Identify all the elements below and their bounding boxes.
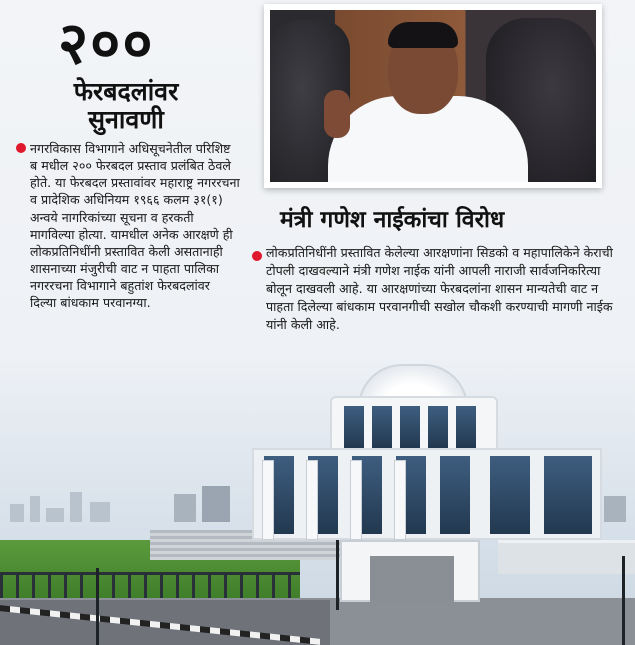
skyline-building <box>46 508 64 522</box>
annex-building <box>498 540 635 574</box>
building-main <box>252 448 602 540</box>
man-hair <box>388 22 458 48</box>
street-lamp <box>96 568 99 645</box>
building-pillar <box>394 460 406 540</box>
skyline-building <box>70 492 82 522</box>
building-window <box>344 406 364 448</box>
man-hand <box>324 90 350 138</box>
building-window <box>372 406 392 448</box>
building-window <box>544 456 592 534</box>
right-headline: मंत्री गणेश नाईकांचा विरोध <box>280 207 505 233</box>
building-upper-floor <box>330 396 498 452</box>
entrance-gate <box>340 540 480 602</box>
building-window <box>456 406 476 448</box>
bullet-dot <box>252 251 262 261</box>
building-pillar <box>306 460 318 540</box>
building-window <box>440 456 470 534</box>
big-number: २०० <box>58 9 155 77</box>
skyline-building <box>30 496 40 522</box>
photo-scene <box>270 10 596 182</box>
skyline-building <box>90 502 110 522</box>
skyline-building <box>604 496 626 522</box>
building-pillar <box>350 460 362 540</box>
skyline-building <box>10 504 24 522</box>
building-window <box>490 456 530 534</box>
building-pillar <box>262 460 274 540</box>
right-paragraph: लोकप्रतिनिधींनी प्रस्तावित केलेल्या आरक्षणांना सिडको व महापालिकेने केराची टोपली दाखवल्याने मंत्री गणेश नाईक यांनी आपली नाराजी सार्वजनिकरित्या बोलून दाखवली आहे. या आरक्षणांच्या फेरबदलांना शासन मान्यतेची वाट न पाहता दिलेल्या बांधकाम परवानगीची सखोल चौकशी करण्याची मागणी नाईक यांनी केली आहे. <box>266 245 613 332</box>
street-lamp <box>622 556 625 645</box>
street-lamp <box>336 540 339 610</box>
gate-opening <box>370 556 454 602</box>
skyline-building <box>174 494 196 522</box>
bullet-dot <box>16 143 26 153</box>
building-window <box>428 406 448 448</box>
left-paragraph: नगरविकास विभागाने अधिसूचनेतील परिशिष्ट ब मधील २०० फेरबदल प्रस्ताव प्रलंबित ठेवले होते. या फेरबदल प्रस्तावांवर महाराष्ट्र नगररचना व प्रादेशिक अधिनियम १९६६ कलम ३१(१) अन्वये नागरिकांच्या सूचना व हरकती मागविल्या होत्या. यामधील अनेक आरक्षणे ही लोकप्रतिनिधींनी प्रस्तावित केली असतानाही शासनाच्या मंजुरीची वाट न पाहता पालिका नगररचना विभागाने बहुतांश फेरबदलांवर दिल्या बांधकाम परवानग्या. <box>30 141 240 311</box>
left-headline: फेरबदलांवर सुनावणी <box>73 77 179 134</box>
skyline-building <box>202 486 230 522</box>
minister-photo <box>264 4 602 188</box>
fence <box>0 572 300 600</box>
building-window <box>400 406 420 448</box>
